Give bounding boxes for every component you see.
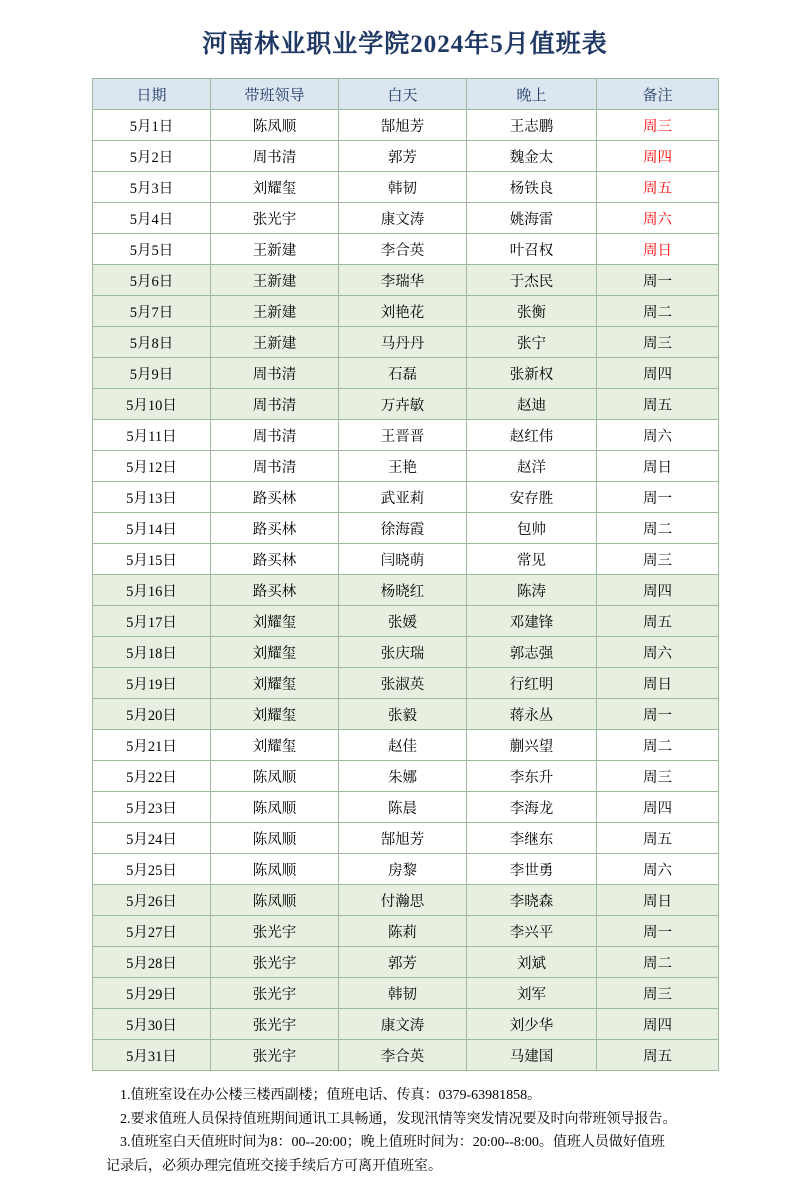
cell-night: 李东升	[467, 761, 597, 792]
note-line-2: 2.要求值班人员保持值班期间通讯工具畅通，发现汛情等突发情况要及时向带班领导报告。	[120, 1111, 677, 1127]
cell-leader: 刘耀玺	[211, 606, 339, 637]
cell-note: 周六	[597, 420, 719, 451]
cell-date: 5月8日	[93, 327, 211, 358]
cell-note: 周日	[597, 234, 719, 265]
cell-day: 杨晓红	[339, 575, 467, 606]
cell-day: 郜旭芳	[339, 110, 467, 141]
cell-note: 周三	[597, 544, 719, 575]
cell-date: 5月30日	[93, 1009, 211, 1040]
cell-day: 郭芳	[339, 141, 467, 172]
cell-leader: 周书清	[211, 141, 339, 172]
table-row	[93, 296, 719, 327]
cell-day: 郜旭芳	[339, 823, 467, 854]
cell-date: 5月12日	[93, 451, 211, 482]
cell-night: 姚海雷	[467, 203, 597, 234]
cell-date: 5月18日	[93, 637, 211, 668]
cell-night: 常见	[467, 544, 597, 575]
cell-leader: 刘耀玺	[211, 699, 339, 730]
table-row	[93, 792, 719, 823]
cell-note: 周一	[597, 482, 719, 513]
table-row	[93, 823, 719, 854]
cell-night: 郭志强	[467, 637, 597, 668]
page-title: 河南林业职业学院2024年5月值班表	[202, 31, 608, 58]
cell-note: 周四	[597, 792, 719, 823]
cell-leader: 刘耀玺	[211, 172, 339, 203]
cell-leader: 陈凤顺	[211, 792, 339, 823]
cell-date: 5月19日	[93, 668, 211, 699]
cell-note: 周一	[597, 699, 719, 730]
duty-table-container	[0, 78, 810, 1071]
cell-night: 邓建锋	[467, 606, 597, 637]
cell-leader: 周书清	[211, 420, 339, 451]
cell-night: 杨铁良	[467, 172, 597, 203]
cell-note: 周五	[597, 823, 719, 854]
cell-date: 5月11日	[93, 420, 211, 451]
table-row	[93, 885, 719, 916]
cell-date: 5月16日	[93, 575, 211, 606]
cell-day: 陈莉	[339, 916, 467, 947]
cell-leader: 张光宇	[211, 947, 339, 978]
cell-note: 周一	[597, 916, 719, 947]
table-row	[93, 947, 719, 978]
cell-leader: 周书清	[211, 358, 339, 389]
cell-note: 周二	[597, 296, 719, 327]
cell-note: 周日	[597, 451, 719, 482]
cell-date: 5月21日	[93, 730, 211, 761]
cell-date: 5月20日	[93, 699, 211, 730]
cell-night: 安存胜	[467, 482, 597, 513]
cell-leader: 陈凤顺	[211, 854, 339, 885]
cell-note: 周二	[597, 730, 719, 761]
cell-note: 周一	[597, 265, 719, 296]
cell-night: 李兴平	[467, 916, 597, 947]
cell-night: 马建国	[467, 1040, 597, 1071]
column-header-leader: 带班领导	[211, 79, 339, 110]
cell-date: 5月13日	[93, 482, 211, 513]
cell-day: 韩韧	[339, 172, 467, 203]
table-row	[93, 327, 719, 358]
cell-leader: 刘耀玺	[211, 637, 339, 668]
column-header-night: 晚上	[467, 79, 597, 110]
cell-leader: 陈凤顺	[211, 761, 339, 792]
cell-day: 李合英	[339, 1040, 467, 1071]
cell-date: 5月1日	[93, 110, 211, 141]
cell-date: 5月22日	[93, 761, 211, 792]
cell-night: 刘军	[467, 978, 597, 1009]
cell-date: 5月6日	[93, 265, 211, 296]
cell-day: 康文涛	[339, 1009, 467, 1040]
cell-date: 5月4日	[93, 203, 211, 234]
cell-leader: 张光宇	[211, 203, 339, 234]
column-header-note: 备注	[597, 79, 719, 110]
cell-leader: 刘耀玺	[211, 668, 339, 699]
table-row	[93, 978, 719, 1009]
cell-day: 郭芳	[339, 947, 467, 978]
cell-day: 李合英	[339, 234, 467, 265]
cell-day: 张媛	[339, 606, 467, 637]
cell-date: 5月29日	[93, 978, 211, 1009]
cell-date: 5月25日	[93, 854, 211, 885]
table-row	[93, 451, 719, 482]
column-header-date: 日期	[93, 79, 211, 110]
cell-day: 付瀚思	[339, 885, 467, 916]
cell-day: 张庆瑞	[339, 637, 467, 668]
table-row	[93, 1040, 719, 1071]
cell-note: 周三	[597, 761, 719, 792]
cell-night: 叶召权	[467, 234, 597, 265]
cell-night: 赵迪	[467, 389, 597, 420]
cell-note: 周五	[597, 606, 719, 637]
cell-day: 李瑞华	[339, 265, 467, 296]
cell-note: 周四	[597, 358, 719, 389]
cell-leader: 路买林	[211, 482, 339, 513]
cell-night: 李继东	[467, 823, 597, 854]
cell-day: 张毅	[339, 699, 467, 730]
cell-night: 包帅	[467, 513, 597, 544]
cell-night: 于杰民	[467, 265, 597, 296]
cell-date: 5月23日	[93, 792, 211, 823]
table-row	[93, 141, 719, 172]
cell-night: 张宁	[467, 327, 597, 358]
cell-leader: 王新建	[211, 296, 339, 327]
cell-day: 马丹丹	[339, 327, 467, 358]
cell-note: 周日	[597, 668, 719, 699]
cell-day: 赵佳	[339, 730, 467, 761]
cell-day: 韩韧	[339, 978, 467, 1009]
cell-day: 张淑英	[339, 668, 467, 699]
cell-date: 5月27日	[93, 916, 211, 947]
cell-date: 5月28日	[93, 947, 211, 978]
cell-leader: 张光宇	[211, 1040, 339, 1071]
table-row	[93, 699, 719, 730]
cell-day: 闫晓萌	[339, 544, 467, 575]
cell-date: 5月17日	[93, 606, 211, 637]
cell-note: 周六	[597, 854, 719, 885]
table-row	[93, 637, 719, 668]
cell-note: 周二	[597, 513, 719, 544]
column-header-day: 白天	[339, 79, 467, 110]
cell-night: 赵红伟	[467, 420, 597, 451]
table-row	[93, 761, 719, 792]
table-row	[93, 172, 719, 203]
table-row	[93, 389, 719, 420]
duty-table-body	[93, 110, 719, 1071]
cell-day: 武亚莉	[339, 482, 467, 513]
table-row	[93, 110, 719, 141]
cell-day: 王晋晋	[339, 420, 467, 451]
cell-leader: 周书清	[211, 451, 339, 482]
cell-note: 周二	[597, 947, 719, 978]
cell-date: 5月10日	[93, 389, 211, 420]
cell-day: 王艳	[339, 451, 467, 482]
cell-date: 5月7日	[93, 296, 211, 327]
cell-note: 周六	[597, 203, 719, 234]
note-line-1: 1.值班室设在办公楼三楼西副楼；值班电话、传真：0379-63981858。	[120, 1088, 542, 1103]
cell-day: 康文涛	[339, 203, 467, 234]
cell-night: 张衡	[467, 296, 597, 327]
cell-leader: 王新建	[211, 327, 339, 358]
notes-section	[0, 1071, 810, 1178]
table-row	[93, 916, 719, 947]
table-row	[93, 482, 719, 513]
cell-night: 刘斌	[467, 947, 597, 978]
cell-night: 蒋永丛	[467, 699, 597, 730]
cell-note: 周五	[597, 1040, 719, 1071]
cell-leader: 王新建	[211, 234, 339, 265]
table-header-row	[93, 79, 719, 110]
cell-leader: 王新建	[211, 265, 339, 296]
cell-leader: 周书清	[211, 389, 339, 420]
cell-date: 5月3日	[93, 172, 211, 203]
cell-date: 5月31日	[93, 1040, 211, 1071]
cell-night: 李世勇	[467, 854, 597, 885]
cell-note: 周三	[597, 978, 719, 1009]
cell-leader: 张光宇	[211, 978, 339, 1009]
cell-date: 5月14日	[93, 513, 211, 544]
cell-leader: 张光宇	[211, 916, 339, 947]
cell-leader: 陈凤顺	[211, 110, 339, 141]
cell-leader: 路买林	[211, 513, 339, 544]
cell-night: 行红明	[467, 668, 597, 699]
cell-night: 蒯兴望	[467, 730, 597, 761]
cell-day: 朱娜	[339, 761, 467, 792]
table-row	[93, 203, 719, 234]
cell-leader: 路买林	[211, 544, 339, 575]
cell-note: 周三	[597, 110, 719, 141]
cell-date: 5月26日	[93, 885, 211, 916]
cell-night: 赵洋	[467, 451, 597, 482]
cell-date: 5月2日	[93, 141, 211, 172]
cell-night: 李海龙	[467, 792, 597, 823]
table-row	[93, 730, 719, 761]
cell-note: 周五	[597, 172, 719, 203]
cell-leader: 张光宇	[211, 1009, 339, 1040]
cell-leader: 路买林	[211, 575, 339, 606]
cell-night: 陈涛	[467, 575, 597, 606]
cell-leader: 陈凤顺	[211, 885, 339, 916]
cell-night: 刘少华	[467, 1009, 597, 1040]
table-row	[93, 420, 719, 451]
cell-day: 房黎	[339, 854, 467, 885]
table-row	[93, 854, 719, 885]
cell-date: 5月9日	[93, 358, 211, 389]
cell-leader: 刘耀玺	[211, 730, 339, 761]
cell-night: 魏金太	[467, 141, 597, 172]
table-row	[93, 358, 719, 389]
table-row	[93, 265, 719, 296]
note-line-4: 记录后，必须办理完值班交接手续后方可离开值班室。	[106, 1159, 442, 1175]
cell-night: 李晓森	[467, 885, 597, 916]
cell-day: 陈晨	[339, 792, 467, 823]
cell-day: 徐海霞	[339, 513, 467, 544]
cell-note: 周日	[597, 885, 719, 916]
cell-day: 万卉敏	[339, 389, 467, 420]
cell-night: 王志鹏	[467, 110, 597, 141]
cell-date: 5月15日	[93, 544, 211, 575]
cell-note: 周五	[597, 389, 719, 420]
table-row	[93, 513, 719, 544]
table-row	[93, 1009, 719, 1040]
cell-leader: 陈凤顺	[211, 823, 339, 854]
cell-day: 刘艳花	[339, 296, 467, 327]
cell-note: 周四	[597, 141, 719, 172]
cell-note: 周三	[597, 327, 719, 358]
duty-table	[92, 78, 719, 1071]
table-row	[93, 544, 719, 575]
cell-note: 周四	[597, 1009, 719, 1040]
table-row	[93, 606, 719, 637]
cell-day: 石磊	[339, 358, 467, 389]
table-row	[93, 234, 719, 265]
note-line-3: 3.值班室白天值班时间为8：00--20:00；晚上值班时间为：20:00--8:00。值班人员做好值班	[120, 1135, 665, 1151]
cell-note: 周六	[597, 637, 719, 668]
cell-night: 张新权	[467, 358, 597, 389]
cell-date: 5月5日	[93, 234, 211, 265]
table-row	[93, 668, 719, 699]
cell-note: 周四	[597, 575, 719, 606]
cell-date: 5月24日	[93, 823, 211, 854]
table-row	[93, 575, 719, 606]
